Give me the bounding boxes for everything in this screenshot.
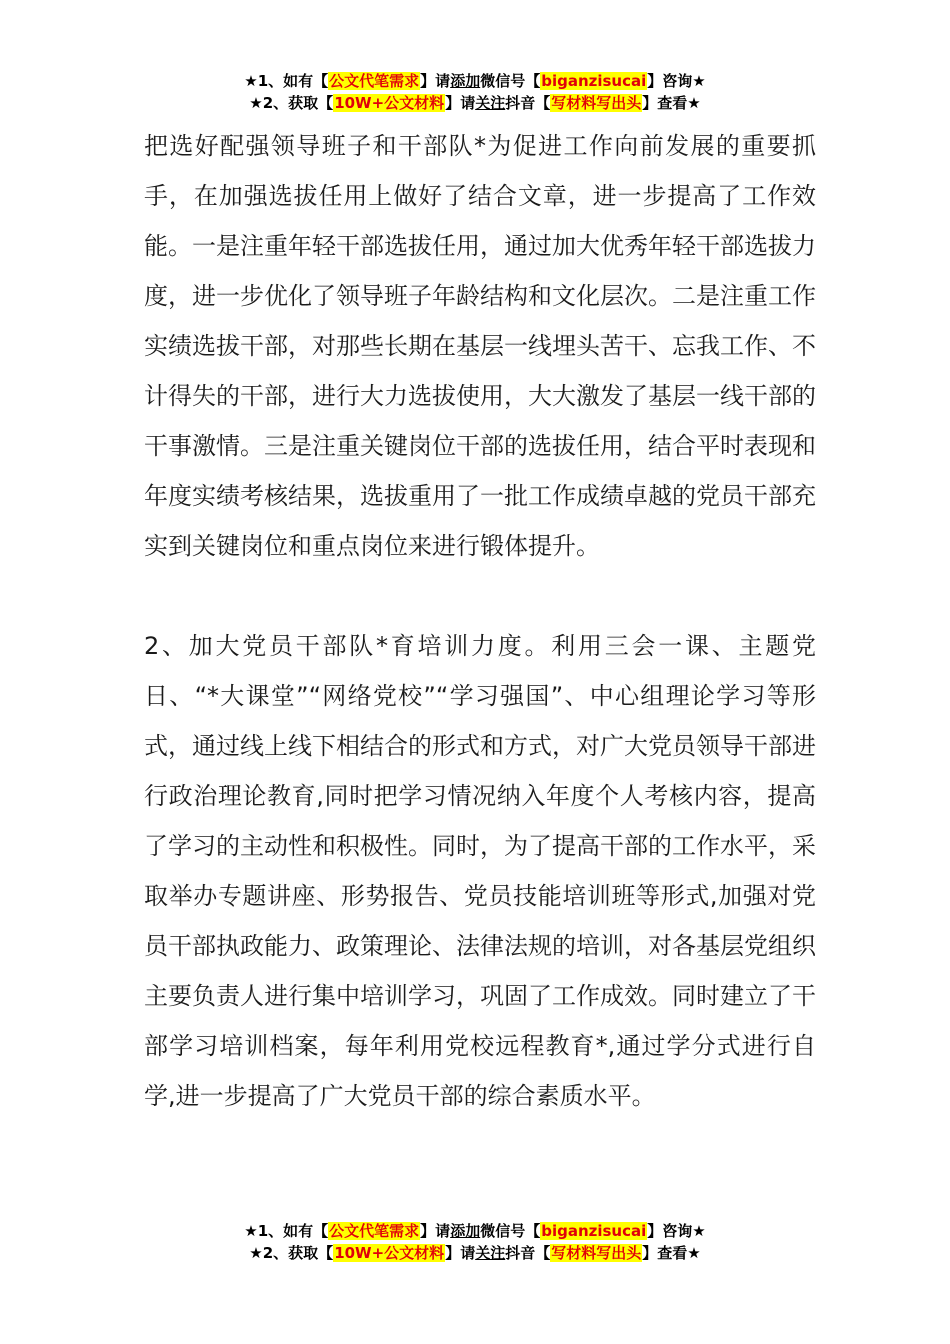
banner-text: 】咨询★ (647, 1222, 706, 1240)
highlight-service: 公文代笔需求 (329, 72, 420, 90)
banner-text: 抖音【 (505, 1244, 551, 1262)
banner-text: 微信号【 (480, 72, 541, 90)
highlight-wechat-id: biganzisucai (541, 1222, 647, 1240)
banner-text: 抖音【 (505, 94, 551, 112)
banner-text: 】请 (420, 1222, 451, 1240)
highlight-materials: 10W+公文材料 (334, 1244, 445, 1262)
banner-line-2 (0, 92, 950, 114)
paragraph-1: 把选好配强领导班子和干部队*为促进工作向前发展的重要抓手，在加强选拔任用上做好了结合文章，进一步提高了工作效能。一是注重年轻干部选拔任用，通过加大优秀年轻干部选拔力度，进一步优化了领导班子年龄结构和文化层次。二是注重工作实绩选拔干部，对那些长期在基层一线埋头苦干、忘我工作、不计得失的干部，进行大力选拔使用，大大激发了基层一线干部的干事激情。三是注重关键岗位干部的选拔任用，结合平时表现和年度实绩考核结果，选拔重用了一批工作成绩卓越的党员干部充实到关键岗位和重点岗位来进行锻体提升。 (144, 132, 816, 560)
banner-text: ★1、如有【 (244, 1222, 329, 1240)
highlight-douyin-account: 写材料写出头 (551, 94, 642, 112)
banner-line-2 (0, 1242, 950, 1264)
highlight-materials: 10W+公文材料 (334, 94, 445, 112)
banner-text-underlined: 关注 (475, 94, 506, 112)
banner-line-1 (0, 1220, 950, 1242)
header-banner (0, 70, 950, 114)
document-body (144, 121, 816, 1121)
banner-text: 】查看★ (642, 1244, 701, 1262)
banner-line-1 (0, 70, 950, 92)
footer-banner (0, 1220, 950, 1264)
banner-text: 】请 (445, 1244, 476, 1262)
banner-text-underlined: 添加 (450, 72, 481, 90)
highlight-service: 公文代笔需求 (329, 1222, 420, 1240)
banner-text-underlined: 关注 (475, 1244, 506, 1262)
paragraph-2: 2、加大党员干部队*育培训力度。利用三会一课、主题党日、“*大课堂”“网络党校”“学习强国”、中心组理论学习等形式，通过线上线下相结合的形式和方式，对广大党员领导干部进行政治理论教育,同时把学习情况纳入年度个人考核内容，提高了学习的主动性和积极性。同时，为了提高干部的工作水平，采取举办专题讲座、形势报告、党员技能培训班等形式,加强对党员干部执政能力、政策理论、法律法规的培训，对各基层党组织主要负责人进行集中培训学习，巩固了工作成效。同时建立了干部学习培训档案，每年利用党校远程教育*,通过学分式进行自学,进一步提高了广大党员干部的综合素质水平。 (144, 632, 816, 1110)
banner-text-underlined: 添加 (450, 1222, 481, 1240)
highlight-wechat-id: biganzisucai (541, 72, 647, 90)
banner-text: 】查看★ (642, 94, 701, 112)
banner-text: ★2、获取【 (249, 1244, 334, 1262)
banner-text: 】请 (445, 94, 476, 112)
banner-text: 】请 (420, 72, 451, 90)
highlight-douyin-account: 写材料写出头 (551, 1244, 642, 1262)
banner-text: ★2、获取【 (249, 94, 334, 112)
banner-text: ★1、如有【 (244, 72, 329, 90)
banner-text: 】咨询★ (647, 72, 706, 90)
banner-text: 微信号【 (480, 1222, 541, 1240)
